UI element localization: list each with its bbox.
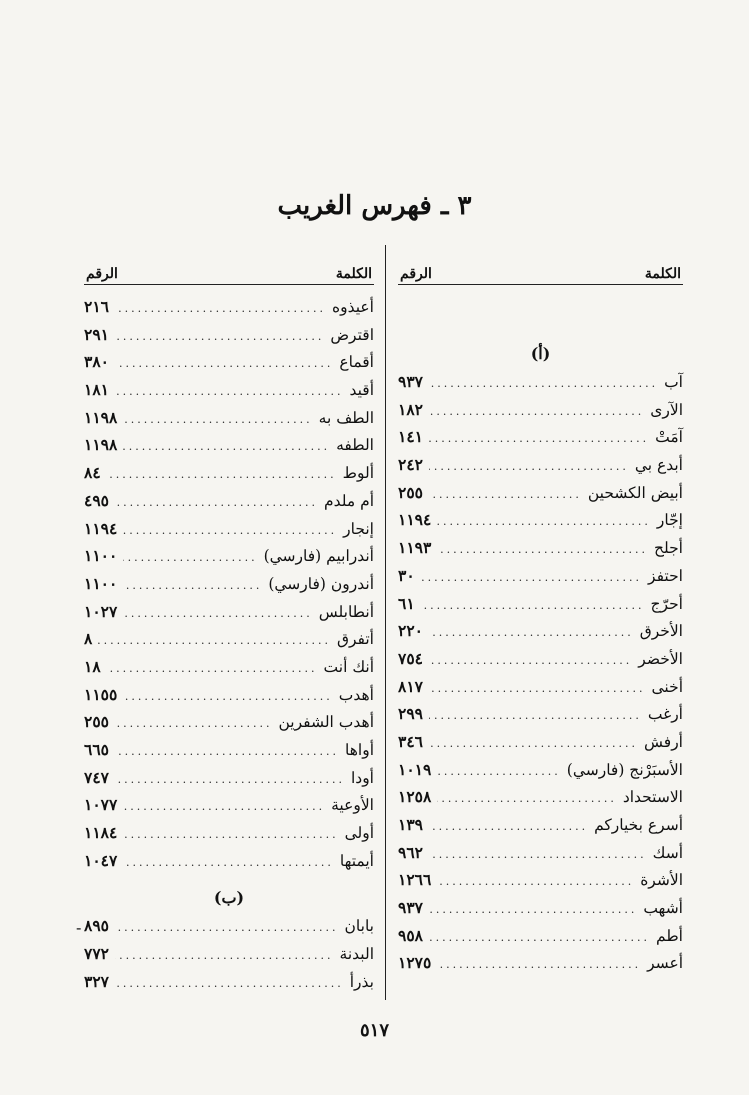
entry-number: ١٢٦٦	[398, 870, 432, 890]
entry-word: اقترض	[330, 325, 374, 344]
leader-dots	[123, 440, 330, 453]
leader-dots	[429, 903, 637, 916]
leader-dots	[437, 543, 648, 556]
entry-number: ١٠٤٧	[84, 850, 118, 870]
leader-dots	[437, 958, 641, 971]
entry-word: أبيض الكشحين	[587, 483, 683, 502]
entry-word: أخنى	[651, 677, 683, 696]
entry-number: ٦٦٥	[84, 740, 109, 759]
entry-number: ٣٤٦	[398, 731, 423, 751]
entry-number: ١١٩٨	[84, 407, 118, 427]
entry-word: الأسبَرْنج (فارسي)	[566, 760, 683, 779]
leader-dots	[429, 931, 650, 944]
right-column-header	[398, 254, 683, 285]
index-entry	[84, 916, 374, 944]
entry-number: ١١٠٠	[84, 546, 118, 566]
leader-dots	[107, 468, 337, 481]
entry-word: أيمتها	[339, 851, 374, 870]
right-column	[398, 254, 683, 981]
leader-dots	[437, 765, 560, 778]
leader-dots	[429, 820, 588, 833]
leader-dots	[107, 662, 318, 675]
index-entry	[84, 380, 374, 408]
entry-number: ٣٢٧	[84, 971, 109, 991]
entry-number: ٩٥٨	[398, 925, 423, 945]
leader-dots	[115, 330, 324, 343]
entry-word: أودا	[350, 768, 374, 787]
entry-number: ١٢٧٥	[398, 953, 432, 973]
entry-number: ٢٢٠	[398, 621, 423, 641]
leader-dots	[421, 599, 645, 612]
entry-number: ١٠١٩	[398, 759, 432, 779]
entry-number: ١٨	[84, 656, 101, 676]
index-entry	[84, 574, 374, 602]
entry-number: ٩٦٢	[398, 842, 423, 862]
leader-dots	[429, 848, 647, 861]
index-entry	[84, 352, 374, 380]
entry-word: أواها	[345, 741, 374, 759]
entry-word: أسك	[652, 843, 683, 862]
index-entry	[84, 740, 374, 768]
left-column	[84, 254, 374, 1000]
index-entry	[84, 408, 374, 436]
index-entry	[398, 677, 683, 705]
entry-number: ١١٥٥	[84, 684, 118, 704]
entry-word: أنطابلس	[318, 602, 374, 621]
entry-word: الطفه	[336, 436, 374, 455]
entry-number: ٨١٧	[398, 676, 423, 696]
entry-number: ١٨١	[84, 380, 109, 400]
leader-dots	[115, 302, 326, 315]
entry-number: ٣٠	[398, 565, 415, 585]
index-entry	[398, 649, 683, 677]
header-number: الرقم	[86, 266, 118, 282]
section-letter-ba: (ب)	[213, 888, 245, 908]
index-entry	[84, 685, 374, 713]
entry-word: آب	[664, 373, 683, 391]
index-entry	[84, 657, 374, 685]
entry-word: الأخضر	[638, 649, 683, 668]
entry-word: ألوط	[342, 464, 374, 483]
column-divider	[385, 245, 386, 1000]
leader-dots	[421, 571, 642, 584]
index-entry	[84, 519, 374, 547]
entry-word: بابان	[344, 917, 374, 936]
entry-number: ٣٨٠	[84, 352, 109, 372]
entry-word: أتفرق	[336, 630, 374, 649]
entry-word: الأوعية	[331, 796, 374, 815]
entry-number: ٨٤	[84, 463, 101, 483]
leader-dots	[437, 875, 634, 888]
index-entry	[398, 926, 683, 954]
leader-dots	[115, 773, 345, 786]
leader-dots	[429, 654, 632, 667]
left-column-header	[84, 254, 374, 285]
entry-word: أندرون (فارسي)	[268, 574, 374, 593]
leader-dots	[437, 792, 617, 805]
index-entry	[84, 768, 374, 796]
leader-dots	[429, 709, 642, 722]
spacer	[398, 285, 683, 340]
entry-word: الأشرة	[640, 871, 683, 890]
entry-word: أبدع بي	[634, 456, 683, 475]
entry-number: ٨	[84, 629, 93, 649]
leader-dots	[429, 737, 638, 750]
leader-dots	[115, 357, 333, 370]
leader-dots	[115, 717, 273, 730]
entry-word: أندرابيم (فارسي)	[263, 547, 374, 566]
index-entry	[84, 823, 374, 851]
index-entry	[398, 870, 683, 898]
leader-dots	[429, 377, 658, 390]
entry-word: آمَتْ	[655, 428, 683, 447]
index-entry	[398, 621, 683, 649]
leader-dots	[429, 682, 646, 695]
leader-dots	[123, 800, 325, 813]
entry-word: الاستحداد	[622, 788, 683, 807]
index-entry	[398, 704, 683, 732]
entry-word: أحرّج	[650, 594, 683, 613]
index-entry	[84, 712, 374, 740]
index-entry	[398, 510, 683, 538]
entry-number: ١٤١	[398, 427, 423, 447]
leader-dots	[115, 745, 339, 758]
index-entry	[398, 372, 683, 400]
index-entry	[398, 843, 683, 871]
index-entry	[84, 602, 374, 630]
trailing-dash: -	[76, 918, 82, 937]
index-entry	[84, 491, 374, 519]
entry-number: ١١٩٨	[84, 435, 118, 455]
header-number: الرقم	[400, 266, 432, 282]
leader-dots	[115, 977, 344, 990]
index-entry	[84, 325, 374, 353]
entry-number: ١١٨٤	[84, 823, 118, 843]
entry-number: ١١٩٣	[398, 538, 432, 558]
page-title: ٣ ـ فهرس الغريب	[277, 191, 472, 221]
entry-word: الآرى	[650, 400, 683, 419]
entry-word: أعيذوه	[332, 298, 374, 316]
leader-dots	[437, 515, 651, 528]
entry-word: أجلح	[653, 539, 683, 558]
entry-number: ١٠٧٧	[84, 795, 118, 815]
index-entry	[398, 400, 683, 428]
leader-dots	[98, 634, 331, 647]
leader-dots	[123, 524, 337, 537]
entry-number: ٢١٦	[84, 297, 109, 316]
index-entry	[84, 944, 374, 972]
index-entry	[398, 732, 683, 760]
index-entry	[398, 815, 683, 843]
leader-dots	[115, 949, 334, 962]
index-entry	[84, 435, 374, 463]
entry-word: بذرأ	[349, 972, 374, 991]
leader-dots	[429, 488, 582, 501]
left-entries	[84, 297, 374, 878]
entry-word: إنجار	[343, 519, 374, 538]
entry-word: أرفش	[644, 732, 683, 751]
index-entry	[84, 629, 374, 657]
entry-word: أم ملدم	[324, 491, 374, 510]
leader-dots	[115, 496, 318, 509]
entry-number: ١١٠٠	[84, 573, 118, 593]
entry-number: ٧٤٧	[84, 767, 109, 787]
entry-number: ٧٥٤	[398, 648, 423, 668]
entry-number: ٩٣٧	[398, 898, 423, 918]
index-entry	[398, 427, 683, 455]
leader-dots	[429, 460, 629, 473]
leader-dots	[429, 405, 644, 418]
leader-dots	[123, 579, 262, 592]
leader-dots	[115, 921, 339, 934]
index-entry	[398, 483, 683, 511]
index-entry	[84, 463, 374, 491]
leader-dots	[123, 690, 332, 703]
leader-dots	[123, 607, 312, 620]
left-entries-b	[84, 916, 374, 999]
leader-dots	[123, 551, 257, 564]
entry-word: الأخرق	[639, 622, 683, 641]
entry-number: ١٣٩	[398, 815, 423, 834]
index-entry	[398, 566, 683, 594]
index-entry	[84, 851, 374, 879]
entry-word: أولى	[344, 824, 374, 843]
leader-dots	[123, 856, 334, 869]
entry-word: احتفز	[648, 566, 683, 585]
index-entry	[84, 546, 374, 574]
entry-number: ٩٣٧	[398, 372, 423, 391]
page-number: ٥١٧	[359, 1020, 389, 1041]
entry-word: الطف به	[318, 408, 374, 427]
index-entry	[398, 898, 683, 926]
header-word: الكلمة	[335, 266, 372, 282]
entry-number: ١٢٥٨	[398, 787, 432, 807]
entry-number: ٢٩٩	[398, 704, 423, 724]
leader-dots	[123, 828, 338, 841]
index-entry	[398, 594, 683, 622]
right-entries	[398, 372, 683, 981]
entry-number: ٦١	[398, 593, 415, 613]
entry-word: أطم	[656, 926, 683, 945]
header-word: الكلمة	[644, 266, 681, 282]
index-entry	[84, 795, 374, 823]
leader-dots	[115, 385, 343, 398]
entry-word: إجّار	[656, 511, 683, 530]
entry-number: ٢٥٥	[398, 482, 423, 502]
entry-word: أقماع	[339, 353, 374, 372]
entry-word: أهدب	[338, 685, 374, 704]
leader-dots	[123, 413, 312, 426]
entry-word: أرغب	[647, 705, 683, 724]
section-letter-alif: (أ)	[530, 344, 551, 363]
entry-number: ٢٥٥	[84, 712, 109, 732]
entry-number: ١١٩٤	[398, 510, 432, 530]
index-entry	[398, 538, 683, 566]
index-entry	[84, 972, 374, 1000]
index-entry	[398, 953, 683, 981]
entry-word: أسرع بخياركم	[594, 816, 683, 834]
entry-word: أنك أنت	[323, 657, 374, 676]
index-entry	[84, 297, 374, 325]
entry-word: البدنة	[339, 945, 374, 964]
entry-number: ٢٩١	[84, 324, 109, 344]
leader-dots	[429, 432, 649, 445]
entry-word: أشهب	[643, 899, 683, 918]
entry-word: أهدب الشفرين	[278, 713, 374, 732]
entry-number: ١١٩٤	[84, 518, 118, 538]
index-entry	[398, 455, 683, 483]
index-entry	[398, 787, 683, 815]
entry-number: ٧٧٢	[84, 944, 109, 964]
entry-number: ٤٩٥	[84, 490, 109, 510]
entry-number: ١٠٢٧	[84, 601, 118, 621]
entry-number: ٢٤٢	[398, 455, 423, 475]
index-entry	[398, 760, 683, 788]
entry-number: ١٨٢	[398, 399, 423, 419]
entry-number: ٨٩٥	[84, 916, 109, 936]
leader-dots	[429, 626, 634, 639]
entry-word: أقيد	[349, 381, 374, 400]
entry-word: أعسر	[647, 954, 683, 973]
